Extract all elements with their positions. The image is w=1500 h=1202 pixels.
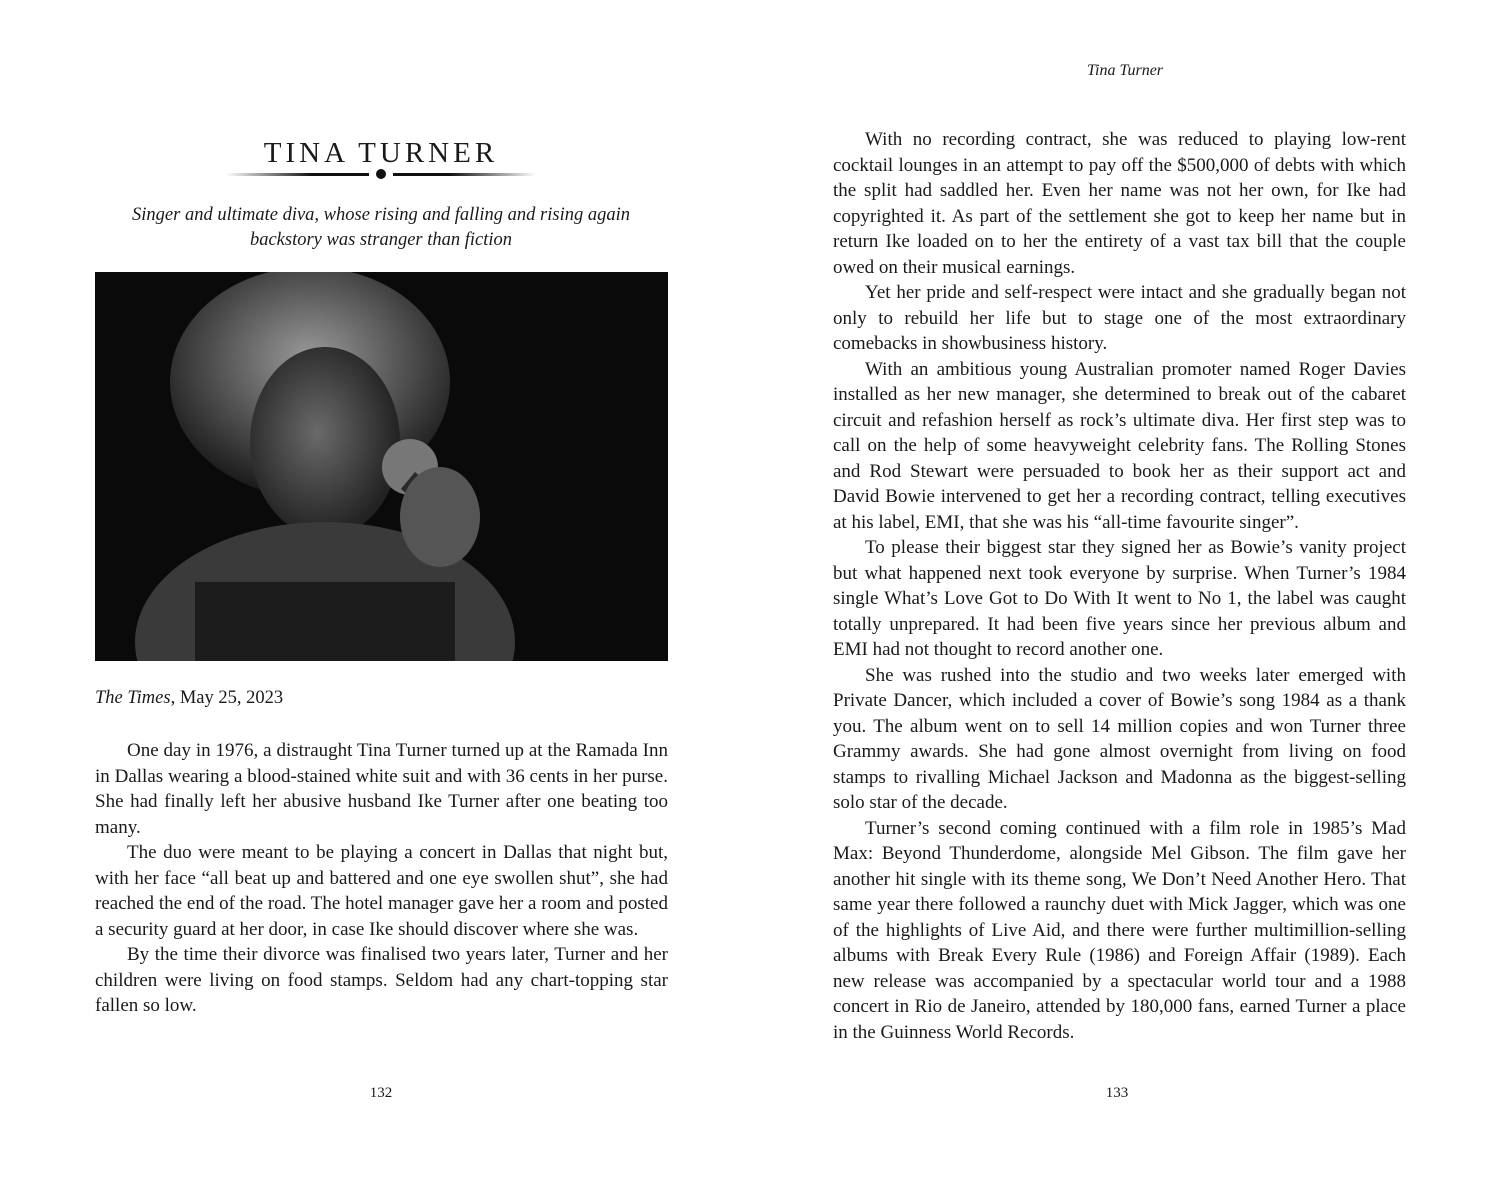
paragraph: Turner’s second coming continued with a film role in 1985’s Mad Max: Beyond Thunderdome, alongside Mel Gibson. The film gave her another hit single with its theme song, We Don’t Need Another Hero. That same year there followed a raunchy duet with Mick Jagger, which was one of the highlights of Live Aid, and there were further multimillion-selling albums with Break Every Rule (1986) and Foreign Affair (1989). Each new release was accompanied by a spectacular world tour and a 1988 concert in Rio de Janeiro, attended by 180,000 fans, earned Turner a place in the Guinness World Records. <box>833 817 1406 1043</box>
ornament-divider <box>226 168 536 182</box>
running-head: Tina Turner <box>1086 62 1164 79</box>
source-citation <box>95 688 283 709</box>
right-page <box>750 0 1500 1202</box>
paragraph: With no recording contract, she was reduced to playing low-rent cocktail lounges in an attempt to pay off the $500,000 of debts with which the split had saddled her. Even her name was not her own, for Ike had copyrighted it. As part of the settlement she got to keep her name but in return Ike loaded on to her the entirety of a vast tax bill that the couple owed on their musical earnings. <box>833 129 1406 278</box>
paragraph: One day in 1976, a distraught Tina Turner turned up at the Ramada Inn in Dallas wearing a blood-stained white suit and with 36 cents in her purse. She had finally left her abusive husband Ike Turner after one beating too many. <box>95 740 668 838</box>
body-text-right <box>833 127 1406 1045</box>
chapter-title: TINA TURNER <box>263 137 499 170</box>
paragraph: Yet her pride and self-respect were intact and she gradually began not only to rebuild her life but to stage one of the most extraordinary comebacks in showbusiness history. <box>833 282 1406 354</box>
body-text-left <box>95 738 668 1019</box>
chapter-subtitle: Singer and ultimate diva, whose rising and falling and rising again backstory was stranger than fiction <box>132 205 630 250</box>
paragraph: To please their biggest star they signed her as Bowie’s vanity project but what happened next took everyone by surprise. When Turner’s 1984 single What’s Love Got to Do With It went to No 1, the label was caught totally unprepared. It had been five years since her previous album and EMI had not thought to record another one. <box>833 537 1406 660</box>
paragraph: She was rushed into the studio and two weeks later emerged with Private Dancer, which included a cover of Bowie’s song 1984 as a thank you. The album went on to sell 14 million copies and won Turner three Grammy awards. She had gone almost overnight from living on food stamps to rivalling Michael Jackson and Madonna as the biggest-selling solo star of the decade. <box>833 664 1406 813</box>
paragraph: The duo were meant to be playing a concert in Dallas that night but, with her face “all beat up and battered and one eye swollen shut”, she had reached the end of the road. The hotel manager gave her a room and posted a security guard at her door, in case Ike should discover where she was. <box>95 842 668 940</box>
source-date: , May 25, 2023 <box>170 688 284 708</box>
source-publication: The Times <box>95 688 171 708</box>
page-number: 132 <box>369 1085 393 1101</box>
paragraph: By the time their divorce was finalised two years later, Turner and her children were living on food stamps. Seldom had any chart-topping star fallen so low. <box>95 944 668 1016</box>
paragraph: With an ambitious young Australian promoter named Roger Davies installed as her new manager, she determined to break out of the cabaret circuit and refashion herself as rock’s ultimate diva. Her first step was to call on the help of some heavyweight celebrity fans. The Rolling Stones and Rod Stewart were persuaded to book her as their support act and David Bowie intervened to get her a recording contract, telling executives at his label, EMI, that she was his “all-time favourite singer”. <box>833 358 1406 533</box>
photo-tina-turner <box>95 272 668 661</box>
page-number: 133 <box>1105 1085 1129 1101</box>
